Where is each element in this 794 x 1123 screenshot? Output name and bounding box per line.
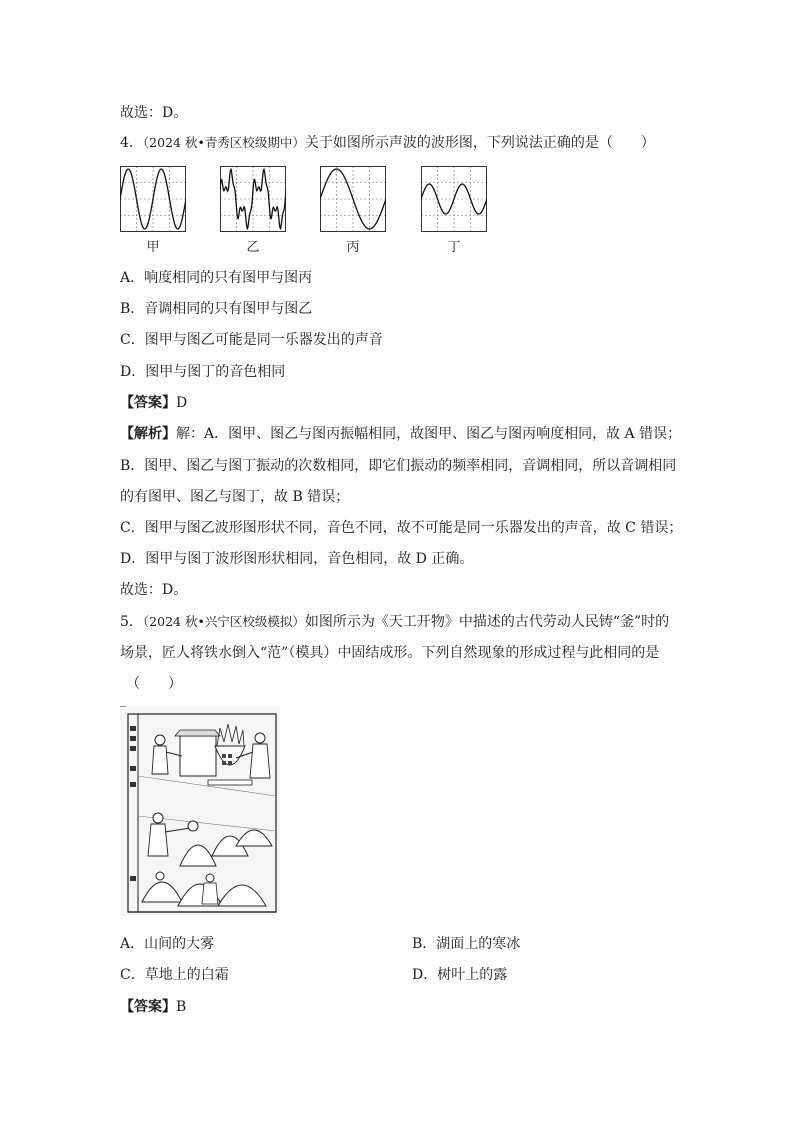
waveform-label-ding: 丁 — [447, 240, 461, 255]
q4-option-a: A．响度相同的只有图甲与图丙 — [120, 270, 313, 286]
q5-option-a: A．山间的大雾 — [120, 936, 215, 952]
q4-option-c: C．图甲与图乙可能是同一乐器发出的声音 — [120, 332, 383, 348]
q4-answer — [120, 393, 187, 413]
q4-stem: 关于如图所示声波的波形图，下列说法正确的是（ ） — [304, 135, 655, 151]
q4-analysis-line-1 — [120, 424, 681, 444]
q4-answer-value: D — [176, 395, 188, 411]
q4-conclusion: 故选：D。 — [120, 582, 188, 598]
q5-answer-tag: 【答案】 — [120, 999, 176, 1015]
waveform-bing — [320, 166, 386, 232]
q4-option-d: D．图甲与图丁的音色相同 — [120, 364, 286, 380]
waveform-label-bing: 丙 — [346, 240, 360, 255]
waveform-label-yi: 乙 — [246, 240, 260, 255]
q4-analysis-line-3: 的有图甲、图乙与图丁，故 B 错误； — [120, 489, 350, 505]
q5-answer — [120, 997, 186, 1017]
q4-answer-tag: 【答案】 — [120, 395, 176, 411]
q4-analysis-text-1: 解：A．图甲、图乙与图丙振幅相同，故图甲、图乙与图丙响度相同，故 A 错误； — [176, 426, 682, 442]
q5-number: 5． — [120, 614, 143, 630]
q5-option-d: D．树叶上的露 — [412, 967, 508, 983]
q5-answer-value: B — [176, 999, 187, 1015]
waveform-yi — [220, 166, 286, 232]
q4-analysis-line-2: B．图甲、图乙与图丁振动的次数相同，即它们振动的频率相同，音调相同，所以音调相同 — [120, 458, 677, 474]
waveform-label-jia: 甲 — [146, 240, 160, 255]
q4-analysis-tag: 【解析】 — [120, 426, 176, 442]
q5-stem-line-1 — [120, 612, 669, 632]
q5-source: （2024 秋•兴宁区校级模拟） — [142, 614, 305, 629]
q5-paren: （ ） — [126, 676, 182, 692]
q5-stem-line-2: 场景，匠人将铁水倒入“范”（模具）中固结成形。下列自然现象的形成过程与此相同的是 — [120, 645, 660, 661]
q4-analysis-line-5: D．图甲与图丁波形图形状相同，音色相同，故 D 正确。 — [120, 551, 474, 567]
q4-number: 4． — [120, 135, 143, 151]
tiangong-kaiwu-illustration — [120, 706, 280, 916]
q4-source: （2024 秋•青秀区校级期中） — [142, 135, 305, 150]
q5-option-c: C．草地上的白霜 — [120, 967, 229, 983]
waveform-ding — [421, 166, 487, 232]
q4-stem-line — [120, 133, 655, 153]
q5-stem-1: 如图所示为《天工开物》中描述的古代劳动人民铸“釜”时的 — [304, 614, 670, 630]
q4-option-b: B．音调相同的只有图甲与图乙 — [120, 301, 313, 317]
prev-conclusion: 故选：D。 — [120, 105, 188, 121]
q4-analysis-line-4: C．图甲与图乙波形图形状不同，音色不同，故不可能是同一乐器发出的声音，故 C 错误； — [120, 520, 683, 536]
q5-option-b: B．湖面上的寒冰 — [412, 936, 521, 952]
waveform-jia — [120, 166, 186, 232]
